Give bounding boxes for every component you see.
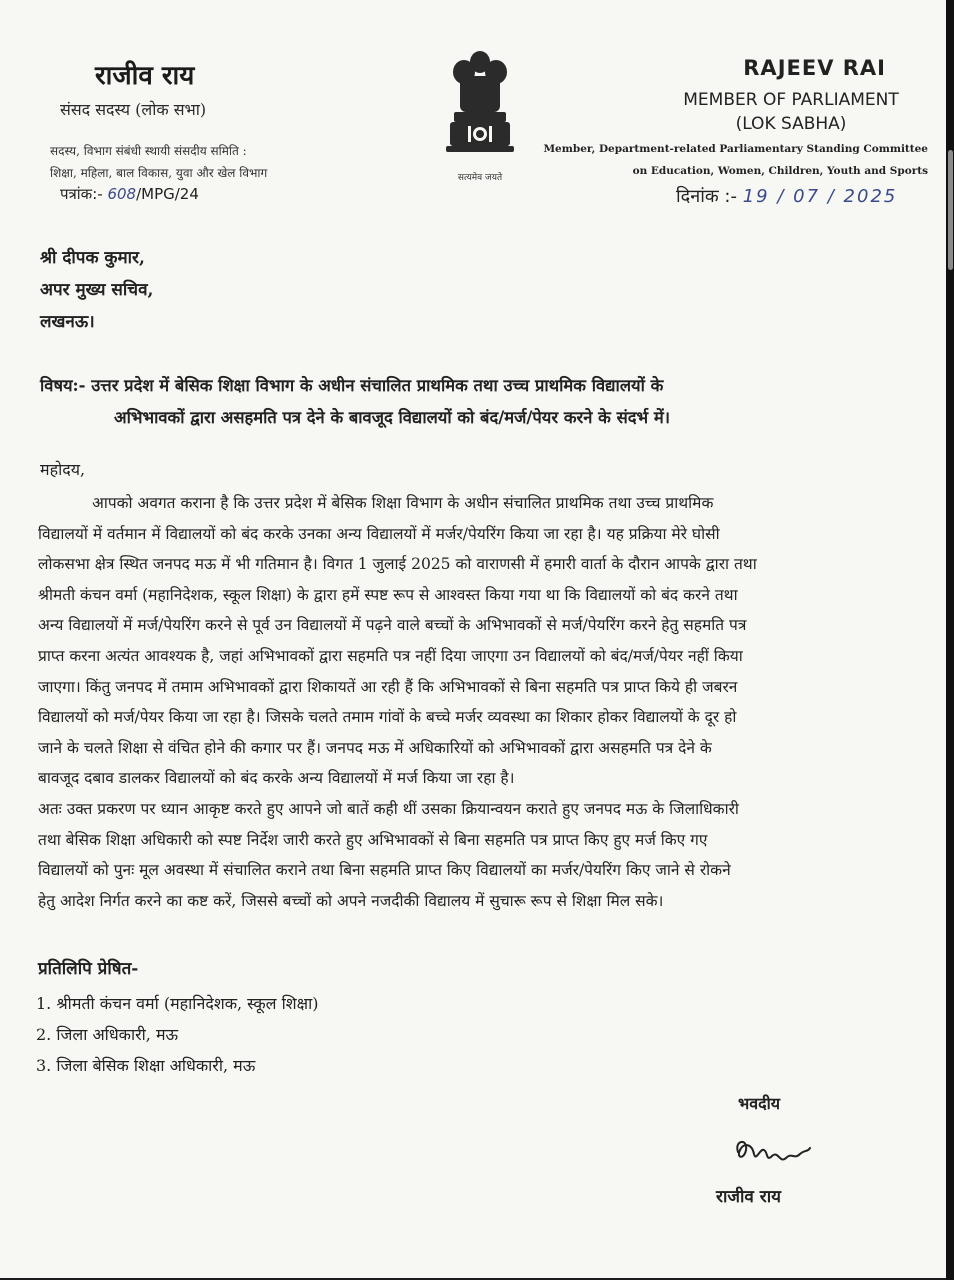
reference-suffix: /MPG/24: [136, 185, 199, 203]
reference-label: पत्रांक:-: [60, 185, 103, 203]
copy-to-heading: प्रतिलिपि प्रेषित-: [38, 959, 139, 979]
body-line: श्रीमती कंचन वर्मा (महानिदेशक, स्कूल शिक्षा) के द्वारा हमें स्पष्ट रूप से आश्वस्त किया गया था कि विद्यालयों को बंद करने तथा: [38, 585, 738, 604]
copy-to-item: 3. जिला बेसिक शिक्षा अधिकारी, मऊ: [36, 1056, 256, 1075]
scrollbar-track[interactable]: [946, 0, 954, 1280]
addressee-designation: अपर मुख्य सचिव,: [40, 280, 154, 300]
subject-block: [40, 370, 900, 434]
body-line: विद्यालयों में वर्तमान में विद्यालयों को बंद करके उनका अन्य विद्यालयों में मर्जर/पेयरिंग किया जा रहा है। यह प्रक्रिया मेरे घोसी: [38, 524, 720, 543]
handwritten-signature: [730, 1130, 820, 1180]
letter-body: [38, 488, 918, 916]
salutation: महोदय,: [40, 460, 86, 479]
valediction: भवदीय: [738, 1094, 781, 1113]
designation-english-line1: MEMBER OF PARLIAMENT: [683, 90, 899, 110]
committee-hindi-line1: सदस्य, विभाग संबंधी स्थायी संसदीय समिति :: [50, 144, 247, 158]
copy-to-item: 1. श्रीमती कंचन वर्मा (महानिदेशक, स्कूल शिक्षा): [36, 994, 319, 1013]
body-line: लोकसभा क्षेत्र स्थित जनपद मऊ में भी गतिमान है। विगत 1 जुलाई 2025 को वाराणसी में हमारी वार्ता के दौरान आपके द्वारा तथा: [38, 555, 757, 574]
addressee-name: श्री दीपक कुमार,: [40, 248, 145, 268]
scrollbar-thumb[interactable]: [948, 150, 953, 270]
emblem-motto: सत्यमेव जयते: [457, 173, 503, 183]
national-emblem: [435, 46, 525, 186]
committee-hindi: [50, 140, 410, 184]
signer-name: राजीव राय: [716, 1187, 781, 1207]
sender-designation-english: [656, 88, 926, 136]
committee-english: [528, 138, 928, 182]
body-line: विद्यालयों को पुनः मूल अवस्था में संचालित कराने तथा बिना सहमति प्राप्त किए विद्यालयों का मर्जर/पेयरिंग किए जाने से रोकने: [38, 861, 731, 880]
committee-hindi-line2: शिक्षा, महिला, बाल विकास, युवा और खेल विभाग: [50, 166, 268, 180]
sender-name-hindi: राजीव राय: [95, 61, 195, 91]
body-line: प्राप्त करना अत्यंत आवश्यक है, जहां अभिभावकों द्वारा सहमति पत्र नहीं दिया जाएगा उन विद्यालयों को बंद/मर्ज/पेयर नहीं किया: [38, 646, 743, 665]
signature-icon: [730, 1130, 820, 1180]
designation-english-line2: (LOK SABHA): [735, 114, 847, 134]
body-line: जाने के चलते शिक्षा से वंचित होने की कगार पर हैं। जनपद मऊ में अधिकारियों को अभिभावकों द्वारा असहमति पत्र देने के: [38, 738, 712, 757]
subject-line1: उत्तर प्रदेश में बेसिक शिक्षा विभाग के अधीन संचालित प्राथमिक तथा उच्च प्राथमिक विद्यालयों के: [91, 376, 664, 395]
body-line: विद्यालयों को मर्ज/पेयर किया जा रहा है। जिसके चलते तमाम गांवों के बच्चे मर्जर व्यवस्था का शिकार होकर विद्यालयों के दूर हो: [38, 708, 737, 727]
letter-date: [676, 184, 897, 208]
lion-capital-icon: [440, 46, 520, 164]
addressee-block: [40, 242, 153, 338]
addressee-city: लखनऊ।: [40, 312, 95, 332]
committee-english-line1: Member, Department-related Parliamentary Standing Committee: [543, 143, 928, 155]
body-line: तथा बेसिक शिक्षा अधिकारी को स्पष्ट निर्देश जारी करते हुए अभिभावकों से बिना सहमति पत्र प्राप्त किए हुए मर्ज किए गए: [38, 830, 708, 849]
copy-to-item: 2. जिला अधिकारी, मऊ: [36, 1025, 179, 1044]
body-line: बावजूद दबाव डालकर विद्यालयों को बंद करके अन्य विद्यालयों में मर्ज किया जा रहा है।: [38, 769, 515, 788]
date-handwritten-value: 19 / 07 / 2025: [742, 186, 898, 207]
body-line: हेतु आदेश निर्गत करने का कष्ट करें, जिससे बच्चों को अपने नजदीकी विद्यालय में सुचारू रूप से शिक्षा मिल सके।: [38, 891, 664, 910]
body-line: अन्य विद्यालयों में मर्ज/पेयरिंग करने से पूर्व उन विद्यालयों में पढ़ने वाले बच्चों के अभिभावकों से मर्ज/पेयरिंग करने हेतु सहमति पत्र: [38, 616, 747, 635]
reference-handwritten-number: 608: [107, 185, 137, 203]
body-line: जाएगा। किंतु जनपद में तमाम अभिभावकों द्वारा शिकायतें आ रही हैं कि अभिभावकों से बिना सहमति पत्र प्राप्त किये ही जबरन: [38, 677, 738, 696]
copy-to-list: [36, 988, 319, 1081]
subject-line2: अभिभावकों द्वारा असहमति पत्र देने के बावजूद विद्यालयों को बंद/मर्ज/पेयर करने के संदर्भ में।: [114, 408, 670, 427]
body-line: अतः उक्त प्रकरण पर ध्यान आकृष्ट करते हुए आपने जो बातें कही थीं उसका क्रियान्वयन कराते हुए जनपद मऊ के जिलाधिकारी: [38, 799, 739, 818]
sender-designation-hindi: संसद सदस्य (लोक सभा): [60, 100, 207, 119]
date-label: दिनांक :-: [676, 186, 737, 207]
body-line: आपको अवगत कराना है कि उत्तर प्रदेश में बेसिक शिक्षा विभाग के अधीन संचालित प्राथमिक तथा उच्च प्राथमिक: [92, 494, 714, 512]
sender-name-english: RAJEEV RAI: [743, 56, 886, 80]
committee-english-line2: on Education, Women, Children, Youth and Sports: [632, 165, 928, 177]
reference-number: [60, 184, 199, 204]
subject-label: विषय:-: [40, 376, 86, 395]
